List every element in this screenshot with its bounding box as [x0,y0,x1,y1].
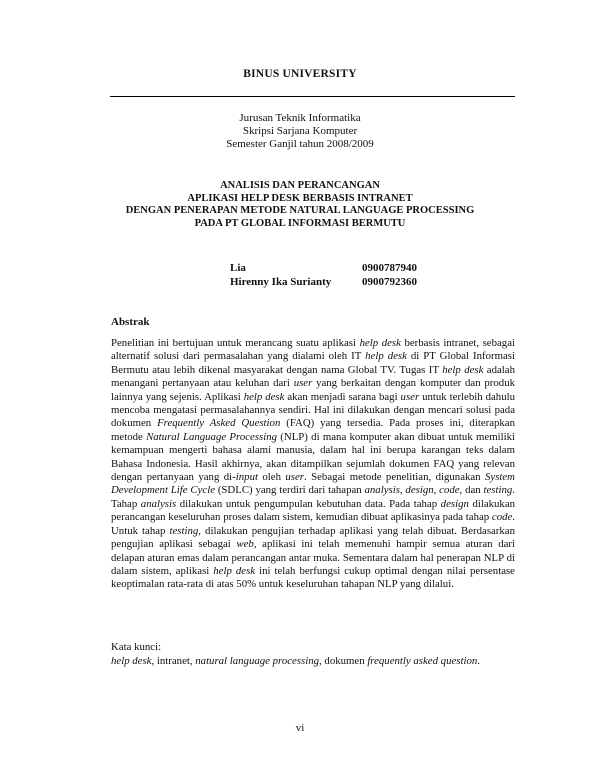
thesis-title [0,180,600,230]
abstract-paragraph: Penelitian ini bertujuan untuk merancang suatu aplikasi help desk berbasis intranet, sebagai alternatif solusi dari permasalahan yang dialami oleh IT help desk di PT Global Informasi Bermutu atau lebih dikenal masyarakat dengan nama Global TV. Tugas IT help desk adalah menangani pertanyaan atau keluhan dari user yang berkaitan dengan komputer dan produk lainnya yang sejenis. Aplikasi help desk akan menjadi sarana bagi user untuk terlebih dahulu mencoba mengatasi permasalahannya sendiri. Hal ini dilakukan dengan mencari solusi pada dokumen Frequently Asked Question (FAQ) yang tersedia. Pada proses ini, diterapkan metode Natural Language Processing (NLP) di mana komputer akan dibuat untuk memiliki kemampuan mengerti bahasa alami manusia, dalam hal ini berupa karangan teks dalam Bahasa Indonesia. Hasil akhirnya, akan ditampilkan sejumlah dokumen FAQ yang relevan dengan pertanyaan yang di-input oleh user. Sebagai metode penelitian, digunakan System Development Life Cycle (SDLC) yang terdiri dari tahapan analysis, design, code, dan testing. Tahap analysis dilakukan untuk pengumpulan kebutuhan data. Pada tahap design dilakukan perancangan keseluruhan proses dalam sistem, kemudian dibuat aplikasinya pada tahap code. Untuk tahap testing, dilakukan pengujian terhadap aplikasi yang telah dibuat. Berdasarkan pengujian aplikasi sebagai web, aplikasi ini telah memenuhi hampir semua aturan dari delapan aturan emas dalam perancangan antar muka. Sementara dalam hal penerapan NLP di dalam sistem, aplikasi help desk ini telah berfungsi cukup optimal dengan nilai persentase keoptimalan rata-rata di atas 50% untuk keseluruhan tahapan NLP yang dilalui. [111,337,516,591]
keywords-list: help desk, intranet, natural language processing, dokumen frequently asked question. [111,655,480,667]
title-line-1: ANALISIS DAN PERANCANGAN [220,180,380,191]
header-divider [110,96,515,97]
author-id: 0900787940 [362,262,417,274]
title-line-4: PADA PT GLOBAL INFORMASI BERMUTU [194,217,406,229]
abstract-body [111,337,515,592]
author-list [230,261,417,289]
title-line-3: DENGAN PENERAPAN METODE NATURAL LANGUAGE PROCESSING [125,205,475,216]
keywords-label: Kata kunci: [111,641,162,653]
author-row [230,261,417,275]
program-line: Skripsi Sarjana Komputer [242,125,358,137]
title-line-2: APLIKASI HELP DESK BERBASIS INTRANET [187,192,413,204]
abstract-heading: Abstrak [111,316,150,328]
department-line: Jurusan Teknik Informatika [239,112,361,124]
author-id: 0900792360 [362,276,417,288]
author-row [230,275,417,289]
document-meta [0,112,600,151]
university-header: BINUS UNIVERSITY [243,68,357,80]
page-number: vi [295,722,305,734]
author-name: Lia [230,262,246,274]
author-name: Hirenny Ika Surianty [230,276,332,288]
semester-line: Semester Ganjil tahun 2008/2009 [226,138,374,150]
